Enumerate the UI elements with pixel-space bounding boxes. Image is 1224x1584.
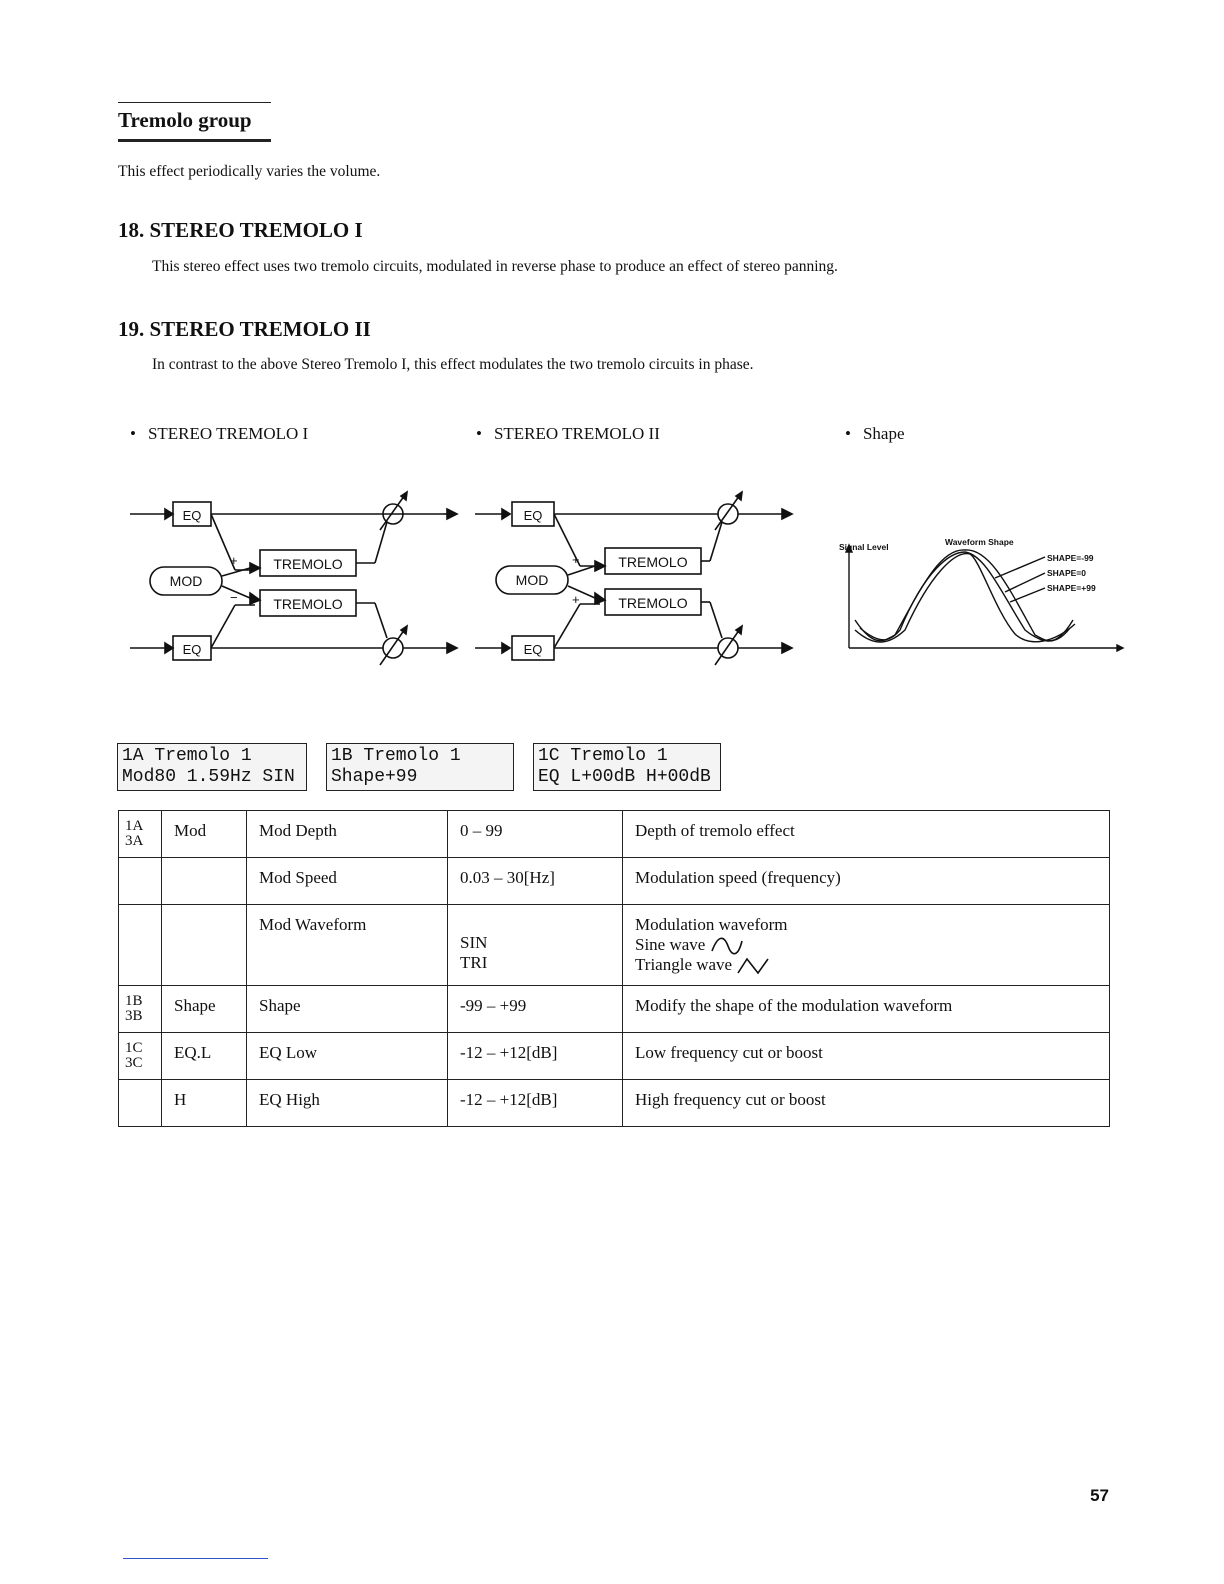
table-row xyxy=(119,986,1110,1033)
diagram-stereo-tremolo-2 xyxy=(470,480,810,670)
intro-text: This effect periodically varies the volume. xyxy=(118,163,381,180)
cell-short: Shape xyxy=(162,986,247,1033)
eq-label-bottom: EQ xyxy=(523,642,543,657)
cell-range: -99 – +99 xyxy=(448,986,623,1033)
minus-sign: − xyxy=(230,590,238,605)
cell-param: EQ High xyxy=(247,1080,448,1127)
parameter-table xyxy=(118,810,1110,1127)
label-shape-0: SHAPE=0 xyxy=(1047,568,1086,578)
cell-param: Shape xyxy=(247,986,448,1033)
cell-desc: Modify the shape of the modulation waveform xyxy=(623,986,1110,1033)
bullet-shape: • Shape xyxy=(845,424,905,443)
lcd-1b xyxy=(326,743,514,791)
cell-short: Mod xyxy=(162,811,247,858)
title-rule-bottom xyxy=(118,139,271,142)
lcd-1b-line1: 1B Tremolo 1 xyxy=(331,746,461,766)
cell-range: 0.03 – 30[Hz] xyxy=(448,858,623,905)
tremolo-label-top: TREMOLO xyxy=(273,556,343,572)
cell-desc: Depth of tremolo effect xyxy=(623,811,1110,858)
cell-short: EQ.L xyxy=(162,1033,247,1080)
curve-shape-0 xyxy=(855,550,1073,641)
sine-wave-label: Sine wave xyxy=(635,935,706,954)
page-number: 57 xyxy=(1090,1486,1109,1505)
cell-desc: High frequency cut or boost xyxy=(623,1080,1110,1127)
cell-desc: Modulation speed (frequency) xyxy=(623,858,1110,905)
lcd-1a-line2: Mod80 1.59Hz SIN xyxy=(122,767,295,787)
lcd-1c-line2: EQ L+00dB H+00dB xyxy=(538,767,711,787)
section-heading-18: 18. STEREO TREMOLO I xyxy=(118,218,363,242)
triangle-wave-line xyxy=(635,955,1097,975)
tremolo-label-bottom: TREMOLO xyxy=(618,595,688,611)
table-row xyxy=(119,1033,1110,1080)
plus-sign-top: + xyxy=(572,552,580,567)
cell-page xyxy=(119,1080,162,1127)
label-shape-minus-99: SHAPE=-99 xyxy=(1047,553,1094,563)
table-row xyxy=(119,1080,1110,1127)
footer-rule xyxy=(123,1558,268,1559)
eq-label-top: EQ xyxy=(182,508,202,523)
lcd-1c-line1: 1C Tremolo 1 xyxy=(538,746,668,766)
mod-label: MOD xyxy=(515,572,549,588)
cell-range: -12 – +12[dB] xyxy=(448,1080,623,1127)
sine-wave-line xyxy=(635,935,1097,955)
table-row xyxy=(119,905,1110,986)
cell-short: H xyxy=(162,1080,247,1127)
waveform-desc: Modulation waveform xyxy=(635,915,788,934)
title-rule-top xyxy=(118,102,271,103)
cell-param: Mod Waveform xyxy=(247,905,448,986)
cell-range: 0 – 99 xyxy=(448,811,623,858)
lcd-1a xyxy=(117,743,307,791)
sine-wave-icon xyxy=(710,937,744,955)
diagram-stereo-tremolo-1 xyxy=(125,480,465,670)
graph-top-label: Waveform Shape xyxy=(945,537,1014,547)
cell-param: EQ Low xyxy=(247,1033,448,1080)
y-axis-label: Signal Level xyxy=(839,542,889,552)
cell-page: 1C 3C xyxy=(119,1033,162,1080)
bullet-stereo-tremolo-2: • STEREO TREMOLO II xyxy=(476,424,660,443)
triangle-wave-label: Triangle wave xyxy=(635,955,733,975)
tremolo-label-top: TREMOLO xyxy=(618,554,688,570)
eq-label-top: EQ xyxy=(523,508,543,523)
cell-page: 1A 3A xyxy=(119,811,162,858)
group-title: Tremolo group xyxy=(118,108,252,132)
shape-graph xyxy=(835,530,1125,660)
bullet-stereo-tremolo-1: • STEREO TREMOLO I xyxy=(130,424,309,443)
cell-desc: Low frequency cut or boost xyxy=(623,1033,1110,1080)
cell-range: -12 – +12[dB] xyxy=(448,1033,623,1080)
lcd-1b-line2: Shape+99 xyxy=(331,767,418,787)
section-text-19: In contrast to the above Stereo Tremolo I, this effect modulates the two tremolo circuits in phase. xyxy=(152,356,754,373)
plus-sign: + xyxy=(230,553,238,568)
cell-short xyxy=(162,905,247,986)
section-text-18: This stereo effect uses two tremolo circuits, modulated in reverse phase to produce an effect of stereo panning. xyxy=(152,258,838,275)
label-shape-plus-99: SHAPE=+99 xyxy=(1047,583,1096,593)
curve-shape-minus-99 xyxy=(860,552,1070,641)
eq-label-bottom: EQ xyxy=(182,642,202,657)
mod-label: MOD xyxy=(169,573,203,589)
cell-range xyxy=(448,905,623,986)
section-heading-19: 19. STEREO TREMOLO II xyxy=(118,317,371,341)
table-row xyxy=(119,811,1110,858)
cell-page xyxy=(119,858,162,905)
cell-desc xyxy=(623,905,1110,986)
lcd-1a-line1: 1A Tremolo 1 xyxy=(122,746,252,766)
table-row xyxy=(119,858,1110,905)
cell-short xyxy=(162,858,247,905)
tremolo-label-bottom: TREMOLO xyxy=(273,596,343,612)
curve-shape-plus-99 xyxy=(855,554,1075,642)
triangle-wave-icon xyxy=(736,957,770,975)
cell-page xyxy=(119,905,162,986)
lcd-1c xyxy=(533,743,721,791)
cell-page: 1B 3B xyxy=(119,986,162,1033)
waveform-option-tri: TRI xyxy=(460,953,488,972)
cell-param: Mod Speed xyxy=(247,858,448,905)
plus-sign-bottom: + xyxy=(572,592,580,607)
cell-param: Mod Depth xyxy=(247,811,448,858)
waveform-option-sin: SIN xyxy=(460,933,488,952)
